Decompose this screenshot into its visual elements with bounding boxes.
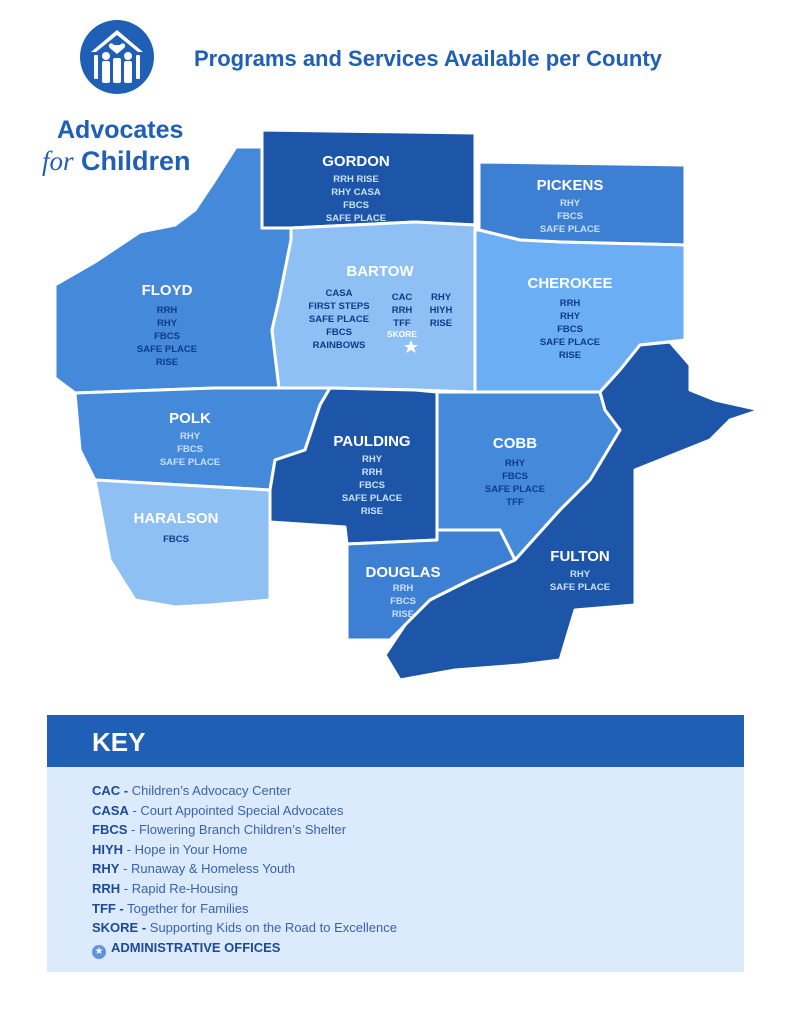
key-title: KEY <box>92 727 146 757</box>
service-label: TFF <box>393 318 411 329</box>
county-name-floyd: FLOYD <box>141 282 193 299</box>
service-label: HIYH <box>429 305 453 316</box>
service-label: RHY <box>156 318 178 329</box>
key-desc: - Flowering Branch Children’s Shelter <box>127 822 347 837</box>
service-label: SAFE PLACE <box>341 493 403 504</box>
key-item-admin <box>92 940 280 959</box>
key-desc: - Court Appointed Special Advocates <box>128 803 344 818</box>
service-label: RRH <box>391 305 413 316</box>
county-name-cherokee: CHEROKEE <box>527 275 613 292</box>
key-item <box>92 822 346 837</box>
service-label: RHY <box>559 198 581 209</box>
service-label: RISE <box>360 506 384 517</box>
county-name-haralson: HARALSON <box>133 510 219 527</box>
service-label: RHY <box>559 311 581 322</box>
service-label: RISE <box>391 609 415 620</box>
county-name-polk: POLK <box>169 410 211 427</box>
logo-text: Advocates <box>57 116 184 144</box>
service-label: RHY <box>504 458 526 469</box>
county-name-douglas: DOUGLAS <box>365 564 441 581</box>
service-label: SAFE PLACE <box>549 582 611 593</box>
service-label: RRH <box>392 583 414 594</box>
key-item <box>92 881 238 896</box>
service-label: RISE <box>429 318 453 329</box>
county-name-paulding: PAULDING <box>333 433 411 450</box>
key-desc: - Hope in Your Home <box>123 842 248 857</box>
service-label: RISE <box>558 350 582 361</box>
service-label: RRH <box>559 298 581 309</box>
service-label: FBCS <box>557 211 583 222</box>
county-name-fulton: FULTON <box>550 548 610 565</box>
service-label: FBCS <box>343 200 369 211</box>
service-label: FBCS <box>177 444 203 455</box>
service-label: FBCS <box>163 534 189 545</box>
service-label: SAFE PLACE <box>539 224 601 235</box>
service-label: SAFE PLACE <box>308 314 370 325</box>
service-label: FBCS <box>557 324 583 335</box>
service-label: RHY <box>430 292 452 303</box>
service-label: CASA <box>325 288 353 299</box>
service-label: SAFE PLACE <box>325 213 387 224</box>
service-label: FBCS <box>502 471 528 482</box>
key-abbr: HIYH <box>92 842 124 857</box>
key-item <box>92 803 343 818</box>
key-abbr: TFF - <box>92 901 124 916</box>
service-label: CAC <box>391 292 413 303</box>
key-item <box>92 901 249 916</box>
service-label: FBCS <box>390 596 416 607</box>
key-abbr: CAC - <box>92 783 129 798</box>
logo-for: for <box>42 146 74 176</box>
service-label: SAFE PLACE <box>539 337 601 348</box>
service-label: SAFE PLACE <box>484 484 546 495</box>
service-label: TFF <box>506 497 524 508</box>
service-label: FBCS <box>154 331 180 342</box>
key-admin-label: ADMINISTRATIVE OFFICES <box>111 940 281 955</box>
service-label: RHY <box>361 454 383 465</box>
county-name-cobb: COBB <box>492 435 538 452</box>
key-abbr: SKORE - <box>92 920 147 935</box>
key-abbr: RRH <box>92 881 121 896</box>
service-label: SKORE <box>386 329 418 339</box>
logo-children: Children <box>73 146 191 176</box>
service-label: FIRST STEPS <box>308 301 370 312</box>
county-name-gordon: GORDON <box>322 153 390 170</box>
key-abbr: FBCS <box>92 822 128 837</box>
key-desc: Supporting Kids on the Road to Excellence <box>146 920 397 935</box>
service-label: RRH RISE <box>333 174 379 185</box>
key-desc: Children’s Advocacy Center <box>128 783 292 798</box>
service-label: RAINBOWS <box>312 340 366 351</box>
key-item <box>92 920 397 935</box>
service-label: RISE <box>155 357 179 368</box>
key-body <box>47 767 744 972</box>
key-item <box>92 861 295 876</box>
key-desc: - Rapid Re-Housing <box>120 881 238 896</box>
service-label: FBCS <box>359 480 385 491</box>
key-header <box>47 715 744 767</box>
service-label: RHY <box>569 569 591 580</box>
key-item <box>92 783 291 798</box>
county-name-pickens: PICKENS <box>536 177 604 194</box>
service-label: RHY CASA <box>331 187 381 198</box>
star-icon: ★ <box>92 945 106 959</box>
service-label: RRH <box>156 305 178 316</box>
key-abbr: CASA <box>92 803 129 818</box>
county-name-bartow: BARTOW <box>346 263 414 280</box>
page-title: Programs and Services Available per County <box>194 46 662 71</box>
service-label: FBCS <box>326 327 352 338</box>
key-item <box>92 842 247 857</box>
service-label: SAFE PLACE <box>159 457 221 468</box>
service-label: RHY <box>179 431 201 442</box>
key-abbr: RHY <box>92 861 120 876</box>
key-desc: Together for Families <box>123 901 249 916</box>
service-label: SAFE PLACE <box>136 344 198 355</box>
service-label: RRH <box>361 467 383 478</box>
key-desc: - Runaway & Homeless Youth <box>119 861 296 876</box>
